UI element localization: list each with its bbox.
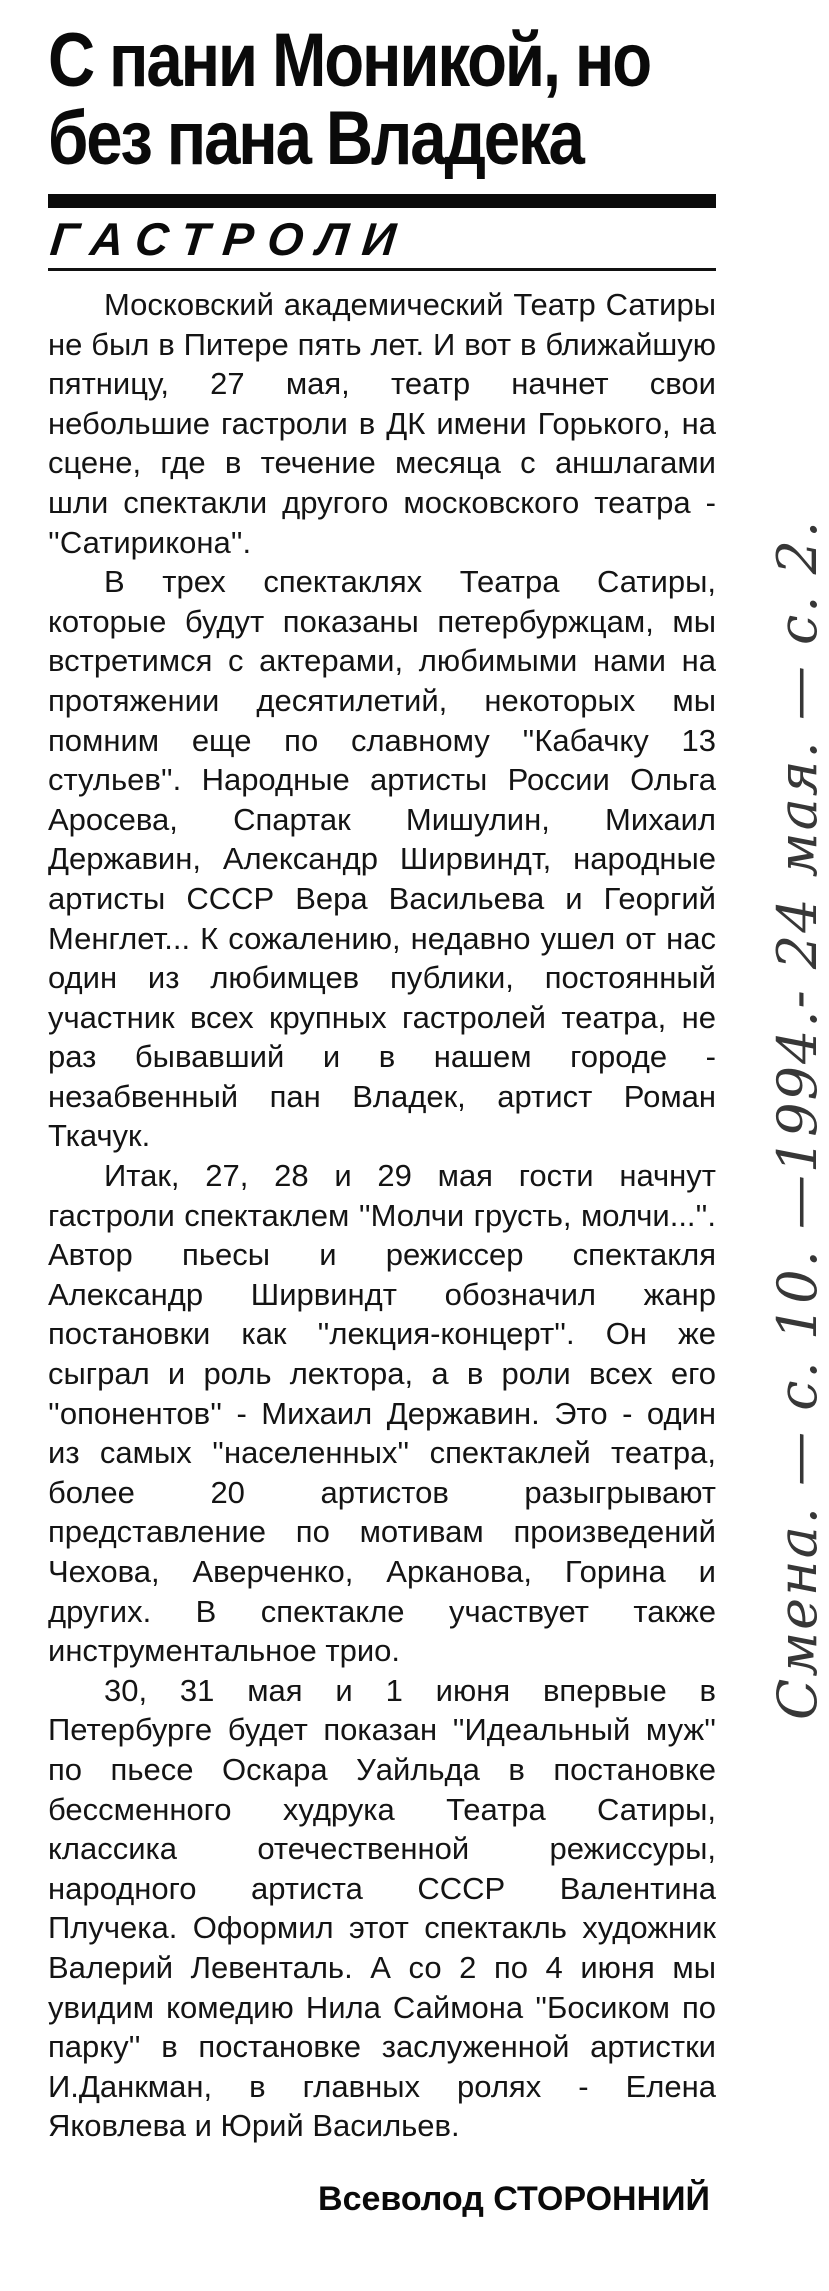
heavy-divider [48,194,716,208]
newspaper-clipping [47,18,716,2219]
article-headline [48,18,719,181]
paragraph-1: Московский академический Театр Сатиры не был в Питере пять лет. И вот в ближайшую пятницу, 27 мая, театр начнет свои небольшие гастроли в ДК имени Горького, на сцене, где в течение месяца с аншлагами шли спектакли другого московского театра - ''Сатирикона''. [48,287,716,560]
paragraph-4: 30, 31 мая и 1 июня впервые в Петербурге будет показан ''Идеальный муж'' по пьесе Оскара Уайльда в постановке бессменного худрука Театра Сатиры, классика отечественной режиссуры, народного артиста СССР Валентина Плучека. Оформил этот спектакль художник Валерий Левенталь. А со 2 по 4 июня мы увидим комедию Нила Саймона ''Босиком по парку'' в постановке заслуженной артистки И.Данкман, в главных ролях - Елена Яковлева и Юрий Васильев. [48,1672,716,2144]
paragraph-2: В трех спектаклях Театра Сатиры, которые будут показаны петербуржцам, мы встретимся с актерами, любимыми нами на протяжении десятилетий, некоторых мы помним еще по славному ''Кабачку 13 стульев''. Народные артисты России Ольга Аросева, Спартак Мишулин, Михаил Державин, Александр Ширвиндт, народные артисты СССР Вера Васильева и Георгий Менглет... К сожалению, недавно ушел от нас один из любимцев публики, постоянный участник всех крупных гастролей театра, не раз бывавший и в нашем городе - незабвенный пан Владек, артист Роман Ткачук. [48,564,716,1154]
article-body [48,285,716,2146]
headline-line-2: без пана Владека [48,96,583,181]
thin-divider [48,268,716,271]
handwritten-source-note: Смена. — с. 10. —1994.- 24 мая. — с. 2. [766,518,829,1720]
author-signature: Всеволод СТОРОННИЙ [318,2179,710,2218]
section-rubric: ГАСТРОЛИ [47,213,413,265]
headline-line-1: С пани Моникой, но [48,18,651,103]
paragraph-3: Итак, 27, 28 и 29 мая гости начнут гастроли спектаклем ''Молчи грусть, молчи...''. Автор пьесы и режиссер спектакля Александр Ширвиндт обозначил жанр постановки как ''лекция-концерт''. Он же сыграл и роль лектора, а в роли всех его ''опонентов'' - Михаил Державин. Это - один из самых ''населенных'' спектаклей театра, более 20 артистов разыгрывают представление по мотивам произведений Чехова, Аверченко, Арканова, Горина и других. В спектакле участвует также инструментальное трио. [48,1158,716,1669]
